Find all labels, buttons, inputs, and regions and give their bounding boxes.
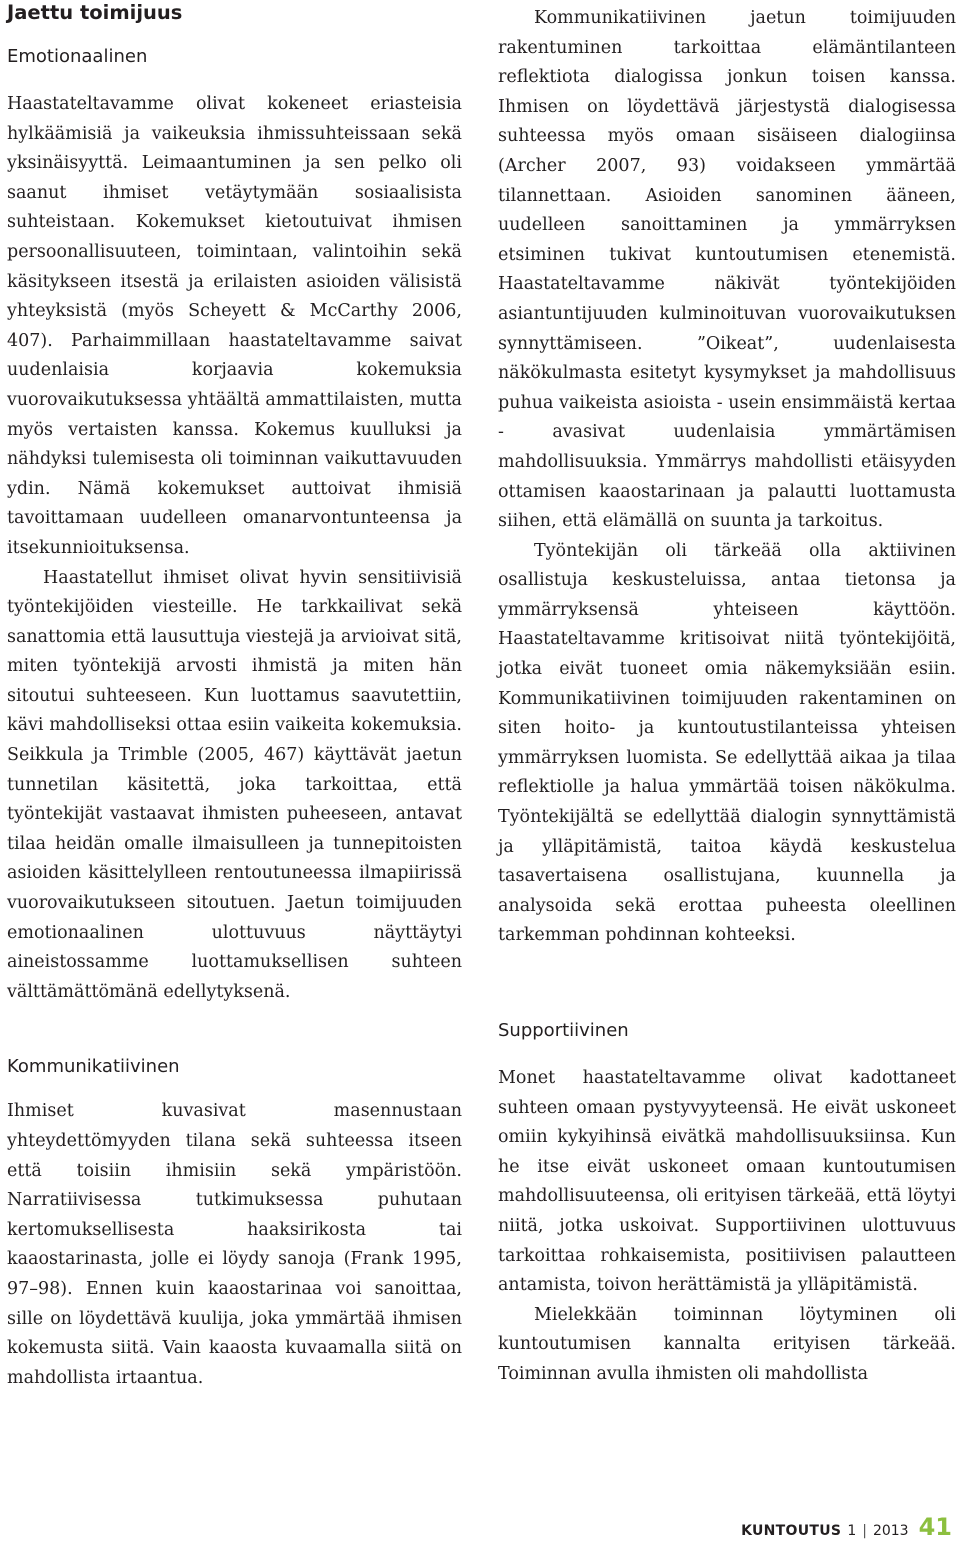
supportive-paragraph-1: Monet haastateltavamme olivat kadottaneet suhteen omaan pystyvyyteensä. He eivät uskoneet omiin kykyihinsä eivätkä mahdollisuuksiinsa. Kun he itse eivät uskoneet omaan kuntoutumisen mahdollisuuteensa, oli erityisen tärkeää, että löytyi niitä, jotka uskoivat. Supportiivinen ulottuvuus tarkoittaa rohkaisemista, positiivisen palautteen antamista, toivon herättämistä ja ylläpitämistä. bbox=[498, 1068, 956, 1296]
page-number: 41 bbox=[918, 1513, 952, 1541]
issue-year: 2013 bbox=[872, 1523, 909, 1539]
issue-number: 1 bbox=[847, 1523, 857, 1539]
footer-separator: | bbox=[862, 1523, 867, 1539]
emotional-heading: Emotionaalinen bbox=[7, 46, 148, 67]
communicative-paragraph-3: Työntekijän oli tärkeää olla aktiivinen osallistuja keskusteluissa, antaa tietonsa ja ymmärryksensä yhteiseen käyttöön. Haastateltavamme kritisoivat niitä työntekijöitä, jotka eivät tuoneet omia näkemyksiään esiin. Kommunikatiivinen toimijuuden rakentaminen on siten hoito- ja kuntoutustilanteissa yhteisen ymmärryksen luomista. Se edellyttää aikaa ja tilaa reflektiolle ja halua ymmärtää toisen näkökulma. Työntekijältä se edellyttää dialogin synnyttämistä ja ylläpitämistä, taitoa käydä keskustelua tasavertaisena osallistujana, kuunnella ja analysoida sekä erottaa puheesta oleellinen tarkemman pohdinnan kohteeksi. bbox=[498, 540, 956, 946]
communicative-paragraph-2: Kommunikatiivinen jaetun toimijuuden rakentuminen tarkoittaa elämäntilanteen reflektiota dialogissa jonkun toisen kanssa. Ihmisen on löydettävä järjestystä dialogisessa suhteessa myös omaan sisäiseen dialogiinsa (Archer 2007, 93) voidakseen ymmärtää tilannettaan. Asioiden sanominen ääneen, uudelleen sanoittaminen ja ymmärryksen etsiminen tukivat kuntoutumisen etenemistä. Haastateltavamme näkivät työntekijöiden asiantuntijuuden kulminoituvan vuorovaikutuksen synnyttämiseen. ”Oikeat”, uudenlaisesta näkökulmasta esitetyt kysymykset ja mahdollisuus puhua vaikeista asioista - usein ensimmäistä kertaa - avasivat uudenlaisia ymmärtämisen mahdollisuuksia. Ymmärrys mahdollisti etäisyyden ottamisen kaaostarinaan ja palautti luottamusta siihen, että elämällä on suunta ja tarkoitus. bbox=[498, 8, 956, 532]
supportive-paragraph-2: Mielekkään toiminnan löytyminen oli kuntoutumisen kannalta erityisen tärkeää. Toiminnan avulla ihmisten oli mahdollista bbox=[498, 1304, 956, 1384]
left-column bbox=[7, 0, 462, 1393]
communicative-heading: Kommunikatiivinen bbox=[7, 1056, 180, 1078]
page-footer bbox=[741, 1513, 952, 1541]
right-column bbox=[498, 0, 956, 1390]
emotional-paragraph-1: Haastateltavamme olivat kokeneet eriasteisia hylkäämisiä ja vaikeuksia ihmissuhteissaan sekä yksinäisyyttä. Leimaantuminen ja sen pelko oli saanut ihmiset vetäytymään sosiaalisista suhteistaan. Kokemukset kietoutuivat ihmisen persoonallisuuteen, toimintaan, valintoihin sekä käsitykseen itsestä ja erilaisten asioiden välisistä yhteyksistä (myös Scheyett & McCarthy 2006, 407). Parhaimmillaan haastateltavamme saivat uudenlaisia korjaavia kokemuksia vuorovaikutuksessa yhtäältä ammattilaisten, mutta myös vertaisten kanssa. Kokemus kuulluksi ja nähdyksi tulemisesta oli toiminnan vaikuttavuuden ydin. Nämä kokemukset auttoivat ihmisiä tavoittamaan uudelleen omanarvontunteensa ja itsekunnioituksensa. bbox=[7, 94, 462, 558]
communicative-paragraph-1: Ihmiset kuvasivat masennustaan yhteydettömyyden tilana sekä suhteessa itseen että toisiin ihmisiin sekä ympäristöön. Narratiivisessa tutkimuksessa puhutaan kertomuksellisesta haaksirikosta tai kaaostarinasta, jolle ei löydy sanoja (Frank 1995, 97–98). Ennen kuin kaaostarinaa voi sanoittaa, sille on löydettävä kuulija, joka ymmärtää ihmisen kokemusta siitä. Vain kaaosta kuvaamalla siitä on mahdollista irtaantua. bbox=[7, 1101, 462, 1388]
magazine-name: KUNTOUTUS bbox=[741, 1523, 842, 1539]
emotional-paragraph-2: Haastatellut ihmiset olivat hyvin sensitiivisiä työntekijöiden viesteille. He tarkkailivat sekä sanattomia että lausuttuja viestejä ja arvioivat sitä, miten työntekijä arvosti ihmistä ja miten hän sitoutui suhteeseen. Kun luottamus saavutettiin, kävi mahdolliseksi ottaa esiin vaikeita kokemuksia. Seikkula ja Trimble (2005, 467) käyttävät jaetun tunnetilan käsitettä, joka tarkoittaa, että työntekijät vastaavat ihmisten puheeseen, antavat tilaa heidän omalle ilmaisulleen ja tunnepitoisten asioiden käsittelylleen rentoutuneessa ilmapiirissä vuorovaikutukseen sitoutuen. Jaetun toimijuuden emotionaalinen ulottuvuus näyttäytyi aineistossamme luottamuksellisen suhteen välttämättömänä edellytyksenä. bbox=[7, 567, 462, 1002]
supportive-heading: Supportiivinen bbox=[498, 1020, 629, 1041]
section-title: Jaettu toimijuus bbox=[7, 1, 183, 24]
